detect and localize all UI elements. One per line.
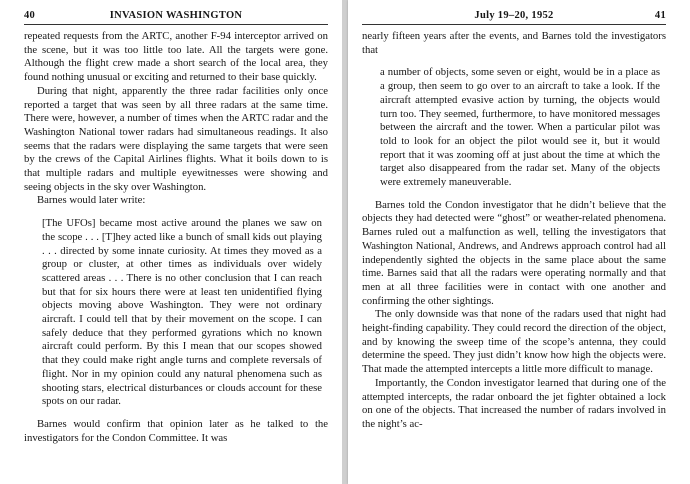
running-title: July 19–20, 1952 [474, 10, 554, 21]
running-title: INVASION WASHINGTON [109, 10, 243, 21]
paragraph: During that night, apparently the three radar facilities only once reported a target that was seen by all three radars at the same time. There were, however, a number of times when the ARTC radar and the Washington National tower radars had simultaneous readings. It also seems that the radars were displaying the same targets that were seen by the crews of the Capital Airlines flights. What it boils down to is that multiple radars and multiple eyewitnesses were showing and seeing objects in the sky over Washington. [24, 84, 328, 193]
page-number: 40 [24, 10, 36, 21]
paragraph: nearly fifteen years after the events, and Barnes told the investigators that [362, 30, 666, 56]
right-page [348, 0, 690, 484]
right-running-head [362, 8, 666, 25]
paragraph: Barnes would confirm that opinion later as he talked to the investigators for the Condon Committee. It was [24, 417, 328, 444]
left-body-text [24, 30, 328, 445]
paragraph: repeated requests from the ARTC, another F-94 interceptor arrived on the scene, but it was too little too late. All the targets were gone. Although the flight crew made a short search of the local area, they found nothing unusual or exciting and returned to their base quickly. [24, 30, 328, 84]
paragraph: Barnes would later write: [37, 194, 146, 207]
right-body-text [362, 30, 666, 432]
left-page [0, 0, 342, 484]
paragraph: Barnes told the Condon investigator that he didn’t believe that the objects they had detected were “ghost” or weather-related phenomena. Barnes ruled out a malfunction as well, telling the investigators that Washington National, Andrews, and Andrews approach control had all independently sighted the objects in the same place about the same time. Barnes said that all the radars were operating normally and that men at all three facilities were in contact with one another and confirming the other sightings. [362, 198, 666, 307]
paragraph: The only downside was that none of the radars used that night had height-finding capability. They could record the direction of the object, and by knowing the sweep time of the scope’s antenna, they could determine the speed. They just didn’t know how high the objects were. That made the attempted intercepts a little more difficult to manage. [362, 308, 666, 376]
left-running-head [24, 8, 328, 25]
block-quote: a number of objects, some seven or eight, would be in a place as a group, then seem to go over to an aircraft to take a look. If the aircraft attempted evasive action by turning, the objects would turn too. They seemed, furthermore, to have monitored messages between the aircraft and the tower. When a particular pilot was told to look for an object the pilot would see it, but it would report that it was zooming off at just about the time at which the target also disappeared from the radar set. Many of the objects were extremely maneuverable. [380, 66, 660, 189]
paragraph: Importantly, the Condon investigator learned that during one of the attempted intercepts, the radar onboard the jet fighter obtained a lock on one of the objects. That increased the number of radars involved in the night’s ac- [362, 376, 666, 430]
page-number: 41 [654, 10, 666, 21]
block-quote: [The UFOs] became most active around the planes we saw on the scope . . . [T]hey acted like a bunch of small kids out playing . . . directed by some innate curiosity. At times they moved as a group or cluster, at other times as individuals over widely scattered areas . . . There is no other conclusion that I can reach but that for six hours there were at least ten unidentified flying objects moving above Washington. They were not ordinary aircraft. I could tell that by their movement on the scope. I can safely deduce that they performed gyrations which no known aircraft could perform. By this I mean that our scopes showed that they could make right angle turns and complete reversals of flight. Nor in my opinion could any natural phenomena such as shooting stars, electrical disturbances or clouds account for these spots on our radar. [42, 217, 322, 408]
